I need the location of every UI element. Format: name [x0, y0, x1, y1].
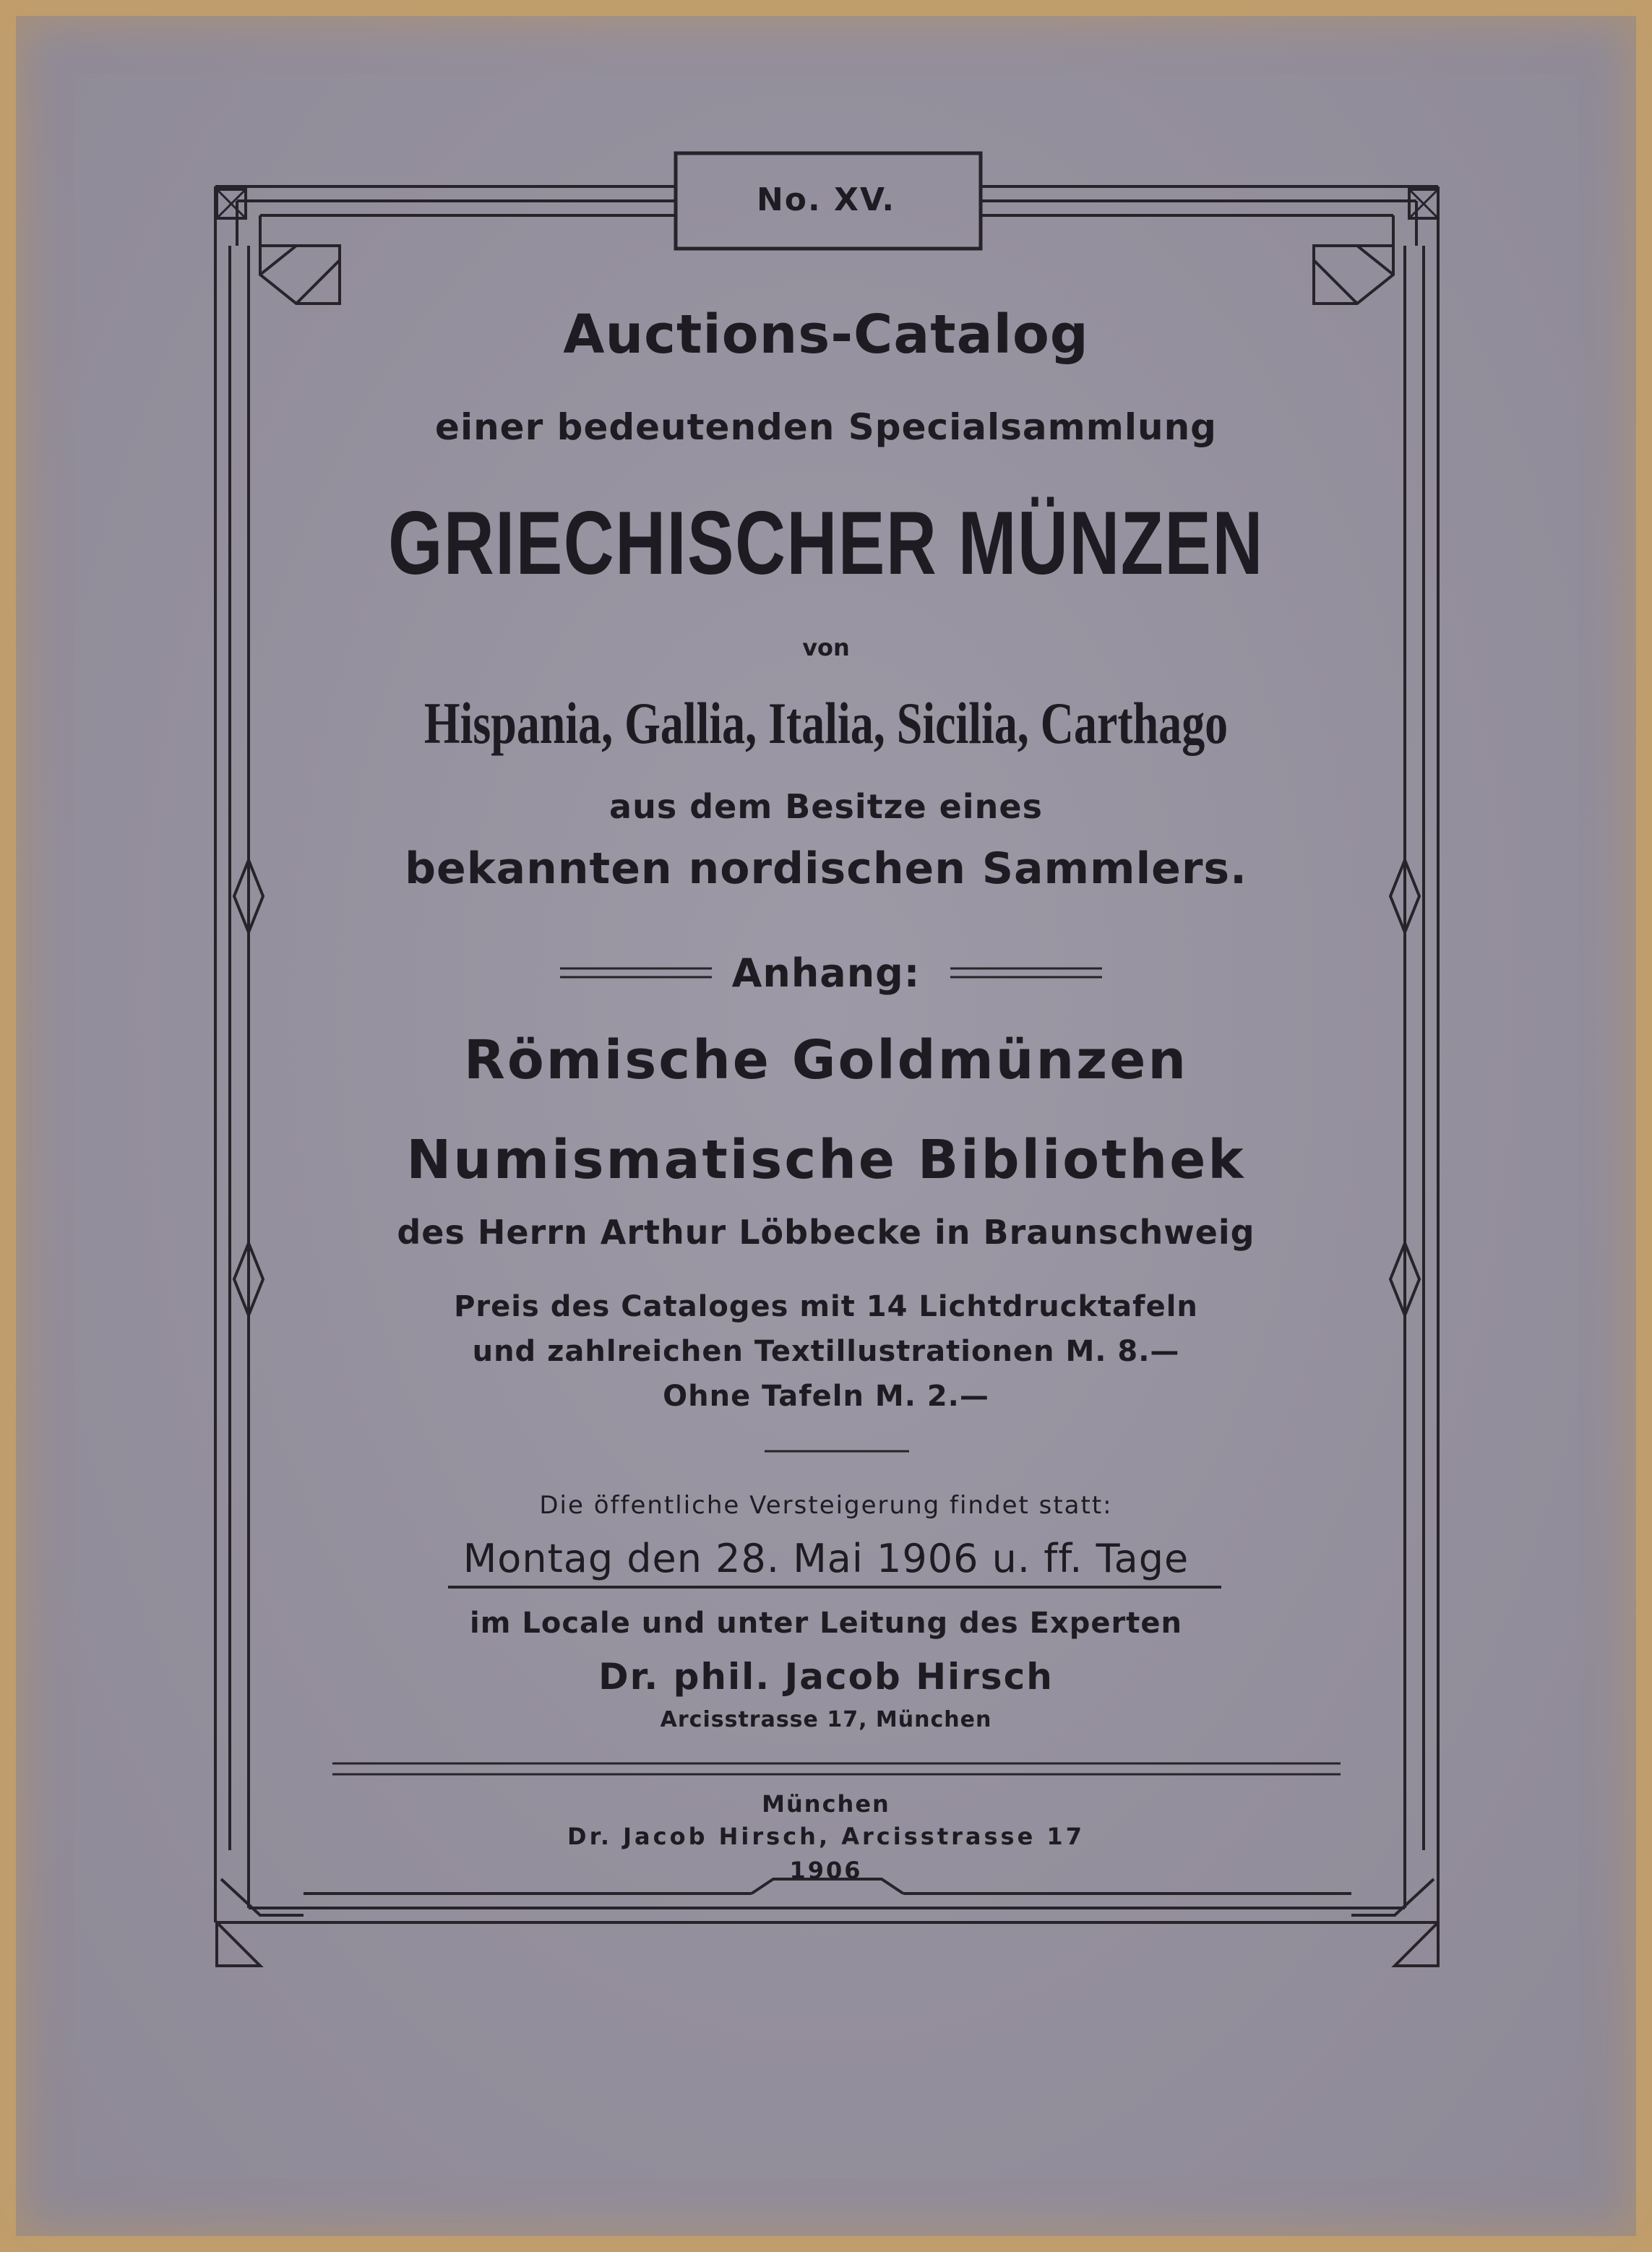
publisher-year: 1906: [789, 1857, 863, 1884]
publisher-city: München: [762, 1790, 890, 1818]
price-line-1: Preis des Cataloges mit 14 Lichtdrucktafeln: [454, 1290, 1198, 1323]
provenance-line-2: bekannten nordischen Sammlers.: [405, 843, 1247, 894]
appendix-item-1: Römische Goldmünzen: [463, 1029, 1189, 1091]
catalog-title: Auctions-Catalog: [563, 304, 1089, 366]
expert-address: Arcisstrasse 17, München: [660, 1707, 992, 1732]
von-text: von: [802, 634, 850, 661]
expert-name: Dr. phil. Jacob Hirsch: [598, 1656, 1054, 1698]
price-line-2: und zahlreichen Textillustrationen M. 8.—: [472, 1335, 1180, 1368]
provenance-line-1: aus dem Besitze eines: [609, 787, 1043, 826]
regions-text: Hispania, Gallia, Italia, Sicilia, Carthago: [423, 690, 1229, 756]
price-line-3: Ohne Tafeln M. 2.—: [663, 1380, 989, 1413]
auction-date: Montag den 28. Mai 1906 u. ff. Tage: [463, 1536, 1189, 1581]
appendix-item-2: Numismatische Bibliothek: [406, 1129, 1246, 1191]
appendix-label: Anhang:: [731, 950, 921, 996]
auction-location: im Locale und unter Leitung des Experten: [470, 1607, 1182, 1640]
main-title: GRIECHISCHER MÜNZEN: [388, 494, 1264, 593]
appendix-owner: des Herrn Arthur Löbbecke in Braunschweig: [397, 1213, 1255, 1252]
publisher-name: Dr. Jacob Hirsch, Arcisstrasse 17: [567, 1823, 1085, 1850]
auction-intro: Die öffentliche Versteigerung findet statt:: [539, 1491, 1113, 1520]
catalog-subtitle: einer bedeutenden Specialsammlung: [435, 406, 1217, 448]
catalog-number: No. XV.: [756, 181, 896, 218]
